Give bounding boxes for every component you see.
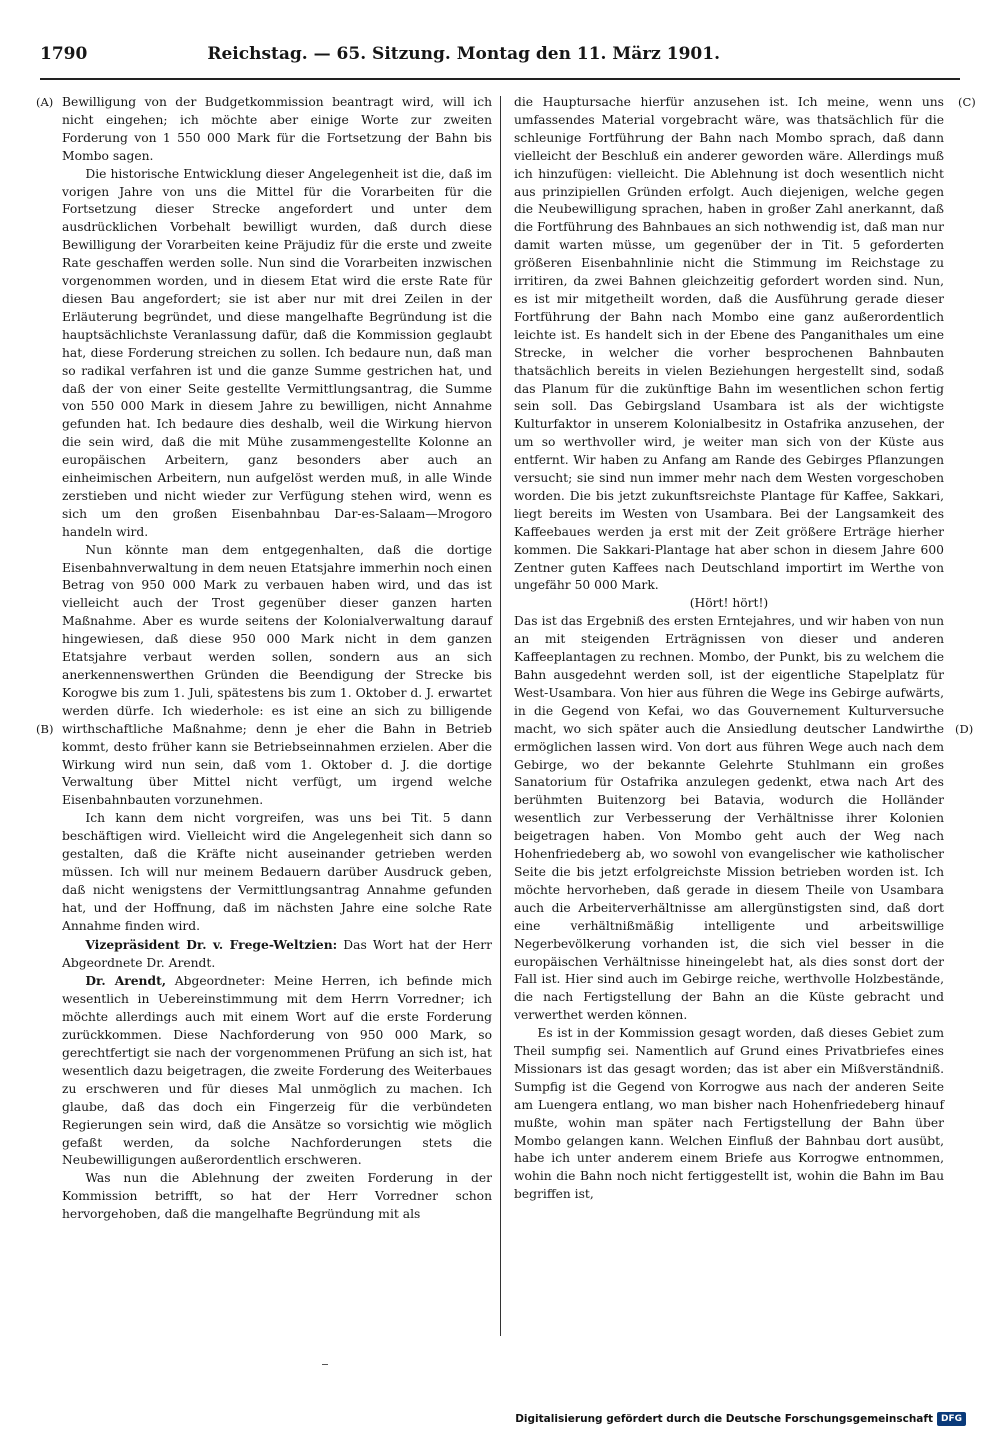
left-column bbox=[62, 94, 492, 1224]
footer-credit: Digitalisierung gefördert durch die Deutsche Forschungsgemeinschaft bbox=[515, 1413, 933, 1425]
speaker-name: Vizepräsident Dr. v. Frege-Weltzien: bbox=[85, 936, 338, 952]
right-column bbox=[514, 94, 944, 1204]
speech-text: Das Wort hat der Herr Abgeordnete Dr. Arendt. bbox=[62, 937, 492, 970]
page-number: 1790 bbox=[40, 44, 88, 64]
margin-mark-c: (C) bbox=[958, 95, 976, 109]
margin-mark-b: (B) bbox=[36, 722, 54, 736]
left-paragraph-2: Die historische Entwicklung dieser Angelegenheit ist die, daß im vorigen Jahre von uns die Mittel für die Vorarbeiten für die Fortsetzung dieser Strecke angefordert und unter dem ausdrücklichen Vorbehalt bewilligt wurden, daß durch diese Bewilligung der Vorarbeiten keine Präjudiz für die erste und zweite Rate geschaffen werden solle. Nun sind die Vorarbeiten inzwischen vorgenommen worden, und in diesem Etat wird die erste Rate für diesen Bau angefordert; sie ist aber nur mit drei Zeilen in der Erläuterung begründet, und diese mangelhafte Begründung ist die hauptsächlichste Veranlassung dafür, daß die Kommission geglaubt hat, diese Forderung streichen zu sollen. Ich bedaure nun, daß man so radikal verfahren ist und die ganze Summe gestrichen hat, und daß der von einer Seite gestellte Vermittlungsantrag, die Summe von 550 000 Mark in diesem Jahre zu bewilligen, nicht Annahme gefunden hat. Ich bedaure dies deshalb, weil die Wirkung hiervon die sein wird, daß die mit Mühe zusammengestellte Kolonne an europäischen Arbeitern, ganz besonders aber auch an einheimischen Arbeitern, nun aufgelöst werden muß, in alle Winde zerstieben und nicht wieder zur Verfügung stehen wird, wenn es sich um den großen Eisenbahnbau Dar-es-Salaam—Mrogoro handeln wird. bbox=[62, 166, 492, 539]
dfg-logo-icon: DFG bbox=[937, 1412, 966, 1426]
left-paragraph-4: Ich kann dem nicht vorgreifen, was uns bei Tit. 5 dann beschäftigen wird. Vielleicht wird die Angelegenheit sich dann so gestalten, daß die Kräfte nicht auseinander getrieben werden müssen. Ich will nur meinem Bedauern darüber Ausdruck geben, daß nicht wenigstens der Vermittlungsantrag Annahme gefunden hat, und der Hoffnung, daß im nächsten Jahre eine solche Rate Annahme finden wird. bbox=[62, 811, 492, 933]
margin-mark-a: (A) bbox=[36, 95, 54, 109]
margin-mark-d: (D) bbox=[955, 722, 974, 736]
column-end-mark bbox=[322, 1364, 328, 1365]
speaker-name: Dr. Arendt, bbox=[85, 973, 167, 989]
footer bbox=[515, 1410, 966, 1428]
interjection: (Hört! hört!) bbox=[689, 596, 769, 611]
left-paragraph-1: Bewilligung von der Budgetkommission beantragt wird, will ich nicht eingehen; ich möchte aber einige Worte zur zweiten Forderung von 1 550 000 Mark für die Fortsetzung der Bahn bis Mombo sagen. bbox=[62, 95, 492, 163]
page-title: Reichstag. — 65. Sitzung. Montag den 11. März 1901. bbox=[207, 44, 720, 64]
right-paragraph-1: die Hauptursache hierfür anzusehen ist. Ich meine, wenn uns umfassendes Material vorgebracht wäre, was thatsächlich für die schleunige Fortführung der Bahn nach Mombo sprach, daß dann vielleicht der Beschluß ein anderer geworden wäre. Allerdings muß ich hinzufügen: vielleicht. Die Ablehnung ist doch wesentlich nicht aus prinzipiellen Gründen erfolgt. Auch diejenigen, welche gegen die Neubewilligung sprachen, haben in großer Zahl anerkannt, daß die Fortführung des Bahnbaues an sich nothwendig ist, daß man nur damit warten müsse, um gegenüber der in Tit. 5 geforderten größeren Eisenbahnlinie nicht die Stimmung im Reichstage zu irritiren, da zwei Bahnen gleichzeitig gefordert worden sind. Nun, es ist mir mitgetheilt worden, daß die Ausführung gerade dieser Fortführung der Bahn nach Mombo eine ganz außerordentlich leichte ist. Es handelt sich in der Ebene des Panganithales um eine Strecke, in welcher die vorher besprochenen Bahnbauten thatsächlich bereits in vielen Beziehungen hergestellt sind, sodaß das Planum für die zukünftige Bahn im wesentlichen schon fertig sein soll. Das Gebirgsland Usambara ist als der wichtigste Kulturfaktor in unserem Kolonialbesitz in Ostafrika anzusehen, der um so werthvoller wird, je weiter man sich von der Küste aus entfernt. Wir haben zu Anfang am Rande des Gebirges Pflanzungen versucht; sie sind nun immer mehr nach dem Westen vorgeschoben worden. Die bis jetzt zukunftsreichste Plantage für Kaffee, Sakkari, liegt bereits im Westen von Usambara. Bei der Langsamkeit des Kaffeebaues werden ja erst mit der Zeit größere Erträge hierher kommen. Die Sakkari-Plantage hat aber schon in diesem Jahre 600 Zentner guten Kaffees nach Deutschland importirt im Werthe von ungefähr 50 000 Mark. bbox=[514, 95, 944, 593]
right-paragraph-2: Das ist das Ergebniß des ersten Erntejahres, und wir haben von nun an mit steigenden Erträgnissen von dieser und anderen Kaffeeplantagen zu rechnen. Mombo, der Punkt, bis zu welchem die Bahn ausgedehnt werden soll, ist der eigentliche Stapelplatz für West-Usambara. Von hier aus führen die Wege ins Gebirge aufwärts, in die Gegend von Kefai, wo das Gouvernement Kulturversuche macht, wo sich später auch die Ansiedlung deutscher Landwirthe ermöglichen lassen wird. Von dort aus führen Wege auch nach dem Gebirge, wo der bekannte Gelehrte Stuhlmann ein großes Sanatorium für Ostafrika anzulegen gedenkt, etwa nach Art des berühmten Buitenzorg bei Batavia, wodurch die Holländer wesentlich zur Verbesserung der Verhältnisse ihrer Kolonien beigetragen haben. Von Mombo geht auch der Weg nach Hohenfriedeberg ab, wo sowohl von evangelischer wie katholischer Seite die bis jetzt erfolgreichste Mission betrieben worden ist. Ich möchte hervorheben, daß gerade in diesem Theile von Usambara auch die Arbeiterverhältnisse am allergünstigsten sind, daß dort eine verhältnißmäßig intelligente und arbeitswillige Negerbevölkerung vorhanden ist, die sich viel besser in die europäischen Verhältnisse hineingelebt hat, als dies sonst dort der Fall ist. Hier sind auch im Gebirge reiche, werthvolle Holzbestände, die nach Fertigstellung der Bahn an die Küste gebracht und verwerthet werden können. bbox=[514, 614, 944, 1023]
column-divider bbox=[500, 96, 501, 1336]
left-paragraph-7: Was nun die Ablehnung der zweiten Forderung in der Kommission betrifft, so hat der Herr Vorredner schon hervorgehoben, daß die mangelhafte Begründung mit als bbox=[62, 1171, 492, 1222]
left-paragraph-3: Nun könnte man dem entgegenhalten, daß die dortige Eisenbahnverwaltung in dem neuen Etatsjahre immerhin noch einen Betrag von 950 000 Mark zu verbauen haben wird, und das ist vielleicht auch der Trost gegenüber dieser ganzen harten Maßnahme. Aber es wurde seitens der Kolonialverwaltung darauf hingewiesen, daß diese 950 000 Mark nicht in dem ganzen Etatsjahre verbaut werden sollen, sondern aus an sich anerkennenswerthen Gründen die Beendigung der Strecke bis Korogwe bis zum 1. Juli, spätestens bis zum 1. Oktober d. J. erwartet werden dürfe. Ich wiederhole: es ist eine an sich zu billigende wirthschaftliche Maßnahme; denn je eher die Bahn in Betrieb kommt, desto früher kann sie Betriebseinnahmen erzielen. Aber die Wirkung wird nun sein, daß vom 1. Oktober d. J. die dortige Verwaltung über Mittel nicht verfügt, um irgend welche Eisenbahnbauten vorzunehmen. bbox=[62, 542, 492, 808]
page-header bbox=[40, 44, 960, 80]
right-paragraph-3: Es ist in der Kommission gesagt worden, daß dieses Gebiet zum Theil sumpfig sei. Namentlich auf Grund eines Privatbriefes eines Missionars ist das gesagt worden; das ist aber ein Mißverständniß. Sumpfig ist die Gegend von Korrogwe aus nach der anderen Seite am Luengera entlang, wo man bisher nach Hohenfriedeberg hinauf mußte, wohin man später nach Fertigstellung der Bahn über Mombo gelangen kann. Welchen Einfluß der Bahnbau dort ausübt, habe ich unter anderem einem Briefe aus Korrogwe entnommen, wohin die Bahn noch nicht fertiggestellt ist, wohin die Bahn im Bau begriffen ist, bbox=[514, 1026, 944, 1202]
left-paragraph-6 bbox=[62, 972, 492, 1170]
speech-text: Abgeordneter: Meine Herren, ich befinde mich wesentlich in Uebereinstimmung mit dem Herrn Vorredner; ich möchte allerdings auch mit einem Wort auf die erste Forderung zurückkommen. Diese Nachforderung von 950 000 Mark, so gerechtfertigt sie nach der vorgenommenen Prüfung an sich ist, hat wesentlich dazu beigetragen, die zweite Forderung des Weiterbaues zu erschweren und für dieses Mal unmöglich zu machen. Ich glaube, daß das doch ein Fingerzeig für die verbündeten Regierungen sein wird, daß die Ansätze so vorsichtig wie möglich gefaßt werden, da solche Nachforderungen stets die Neubewilligungen außerordentlich erschweren. bbox=[62, 974, 492, 1168]
left-paragraph-5 bbox=[62, 936, 492, 973]
